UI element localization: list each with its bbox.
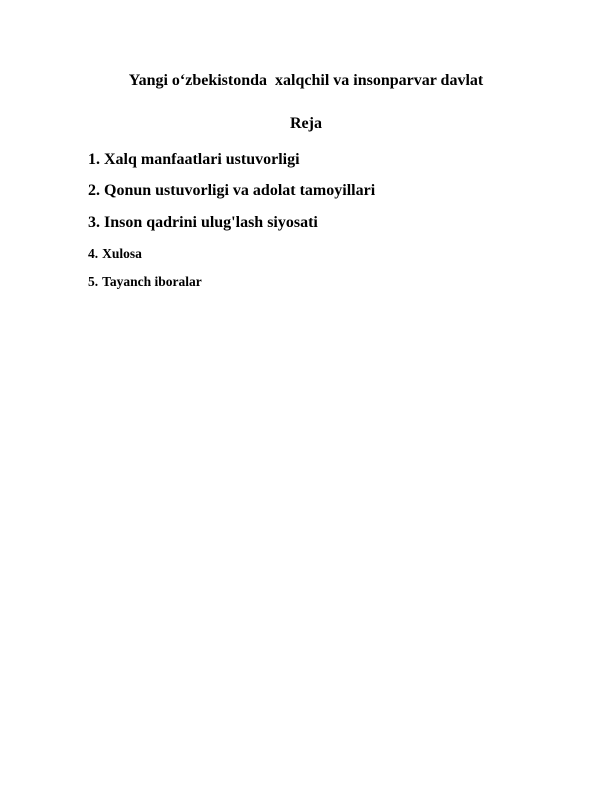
plan-item-text: Qonun ustuvorligi va adolat tamoyillari [104,182,376,199]
plan-item [88,213,318,233]
plan-item-number: 2. [88,182,100,199]
plan-item [88,150,300,170]
plan-item-number: 5. [88,274,99,289]
plan-heading: Reja [290,115,322,132]
plan-item [88,273,202,291]
document-title: Yangi o‘zbekistonda xalqchil va insonparvar davlat [128,72,484,89]
plan-item-number: 1. [88,151,100,168]
plan-item-number: 3. [88,214,100,231]
plan-item-text: Xulosa [102,246,142,261]
plan-item-text: Tayanch iboralar [102,274,202,289]
plan-item-text: Xalq manfaatlari ustuvorligi [104,151,300,168]
plan-item-number: 4. [88,246,99,261]
plan-item [88,245,142,263]
plan-item-text: Inson qadrini ulug'lash siyosati [104,214,318,231]
plan-item [88,181,375,201]
